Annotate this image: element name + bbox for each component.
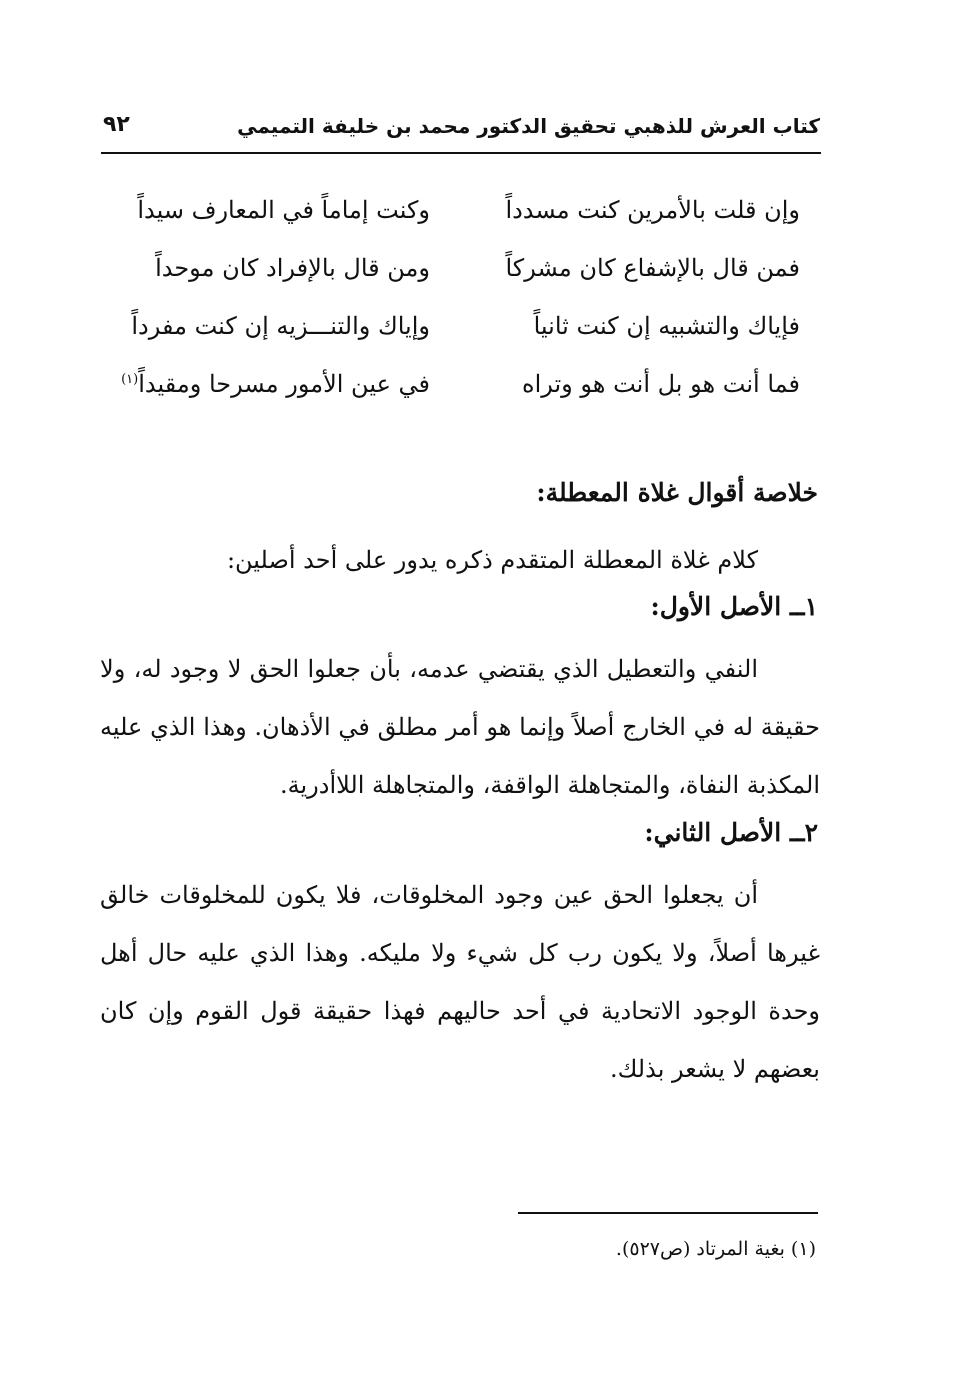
- principle-2-heading: ٢ــ الأصل الثاني:: [644, 818, 818, 847]
- verse-first-hemistich: وإن قلت بالأمرين كنت مسدداً: [505, 196, 800, 224]
- verse-second-hemistich: وإياك والتنـــزيه إن كنت مفرداً: [131, 312, 430, 340]
- verse-first-hemistich: فإياك والتشبيه إن كنت ثانياً: [533, 312, 800, 340]
- header-divider: [101, 152, 821, 154]
- verse-second-hemistich: وكنت إماماً في المعارف سيداً: [137, 196, 430, 224]
- principle-1-text: النفي والتعطيل الذي يقتضي عدمه، بأن جعلوا الحق لا وجود له، ولا حقيقة له في الخارج أصلاً وإنما هو أمر مطلق في الأذهان. وهذا الذي عليه المكذبة النفاة، والمتجاهلة الواقفة، والمتجاهلة اللاأدرية.: [100, 655, 820, 799]
- principle-1-heading: ١ــ الأصل الأول:: [650, 592, 818, 621]
- verse-second-hemistich: ومن قال بالإفراد كان موحداً: [155, 254, 430, 282]
- principle-2-text: أن يجعلوا الحق عين وجود المخلوقات، فلا يكون للمخلوقات خالق غيرها أصلاً، ولا يكون رب كل شيء ولا مليكه. وهذا الذي عليه حال أهل وحدة الوجود الاتحادية في أحد حاليهم فهذا حقيقة قول القوم وإن كان بعضهم لا يشعر بذلك.: [100, 881, 820, 1083]
- footnote: (١) بغية المرتاد (ص٥٢٧).: [615, 1238, 816, 1260]
- running-header: [103, 108, 820, 152]
- poem: [100, 188, 800, 420]
- verse: [100, 246, 800, 304]
- page-number: ٩٢: [103, 112, 130, 137]
- verse: [100, 188, 800, 246]
- verse: [100, 304, 800, 362]
- verse-second-hemistich-text: في عين الأمور مسرحا ومقيداً: [138, 370, 430, 398]
- verse-first-hemistich: فمن قال بالإشفاع كان مشركاً: [505, 254, 800, 282]
- footnote-divider: [518, 1212, 818, 1214]
- verse: [100, 362, 800, 420]
- footnote-reference: (١): [121, 372, 139, 387]
- verse-first-hemistich: فما أنت هو بل أنت هو وتراه: [522, 370, 800, 398]
- summary-heading: خلاصة أقوال غلاة المعطلة:: [536, 478, 818, 507]
- header-title: كتاب العرش للذهبي تحقيق الدكتور محمد بن خليفة التميمي: [237, 114, 820, 138]
- summary-intro: كلام غلاة المعطلة المتقدم ذكره يدور على أحد أصلين:: [226, 546, 758, 574]
- verse-second-hemistich: [121, 370, 430, 398]
